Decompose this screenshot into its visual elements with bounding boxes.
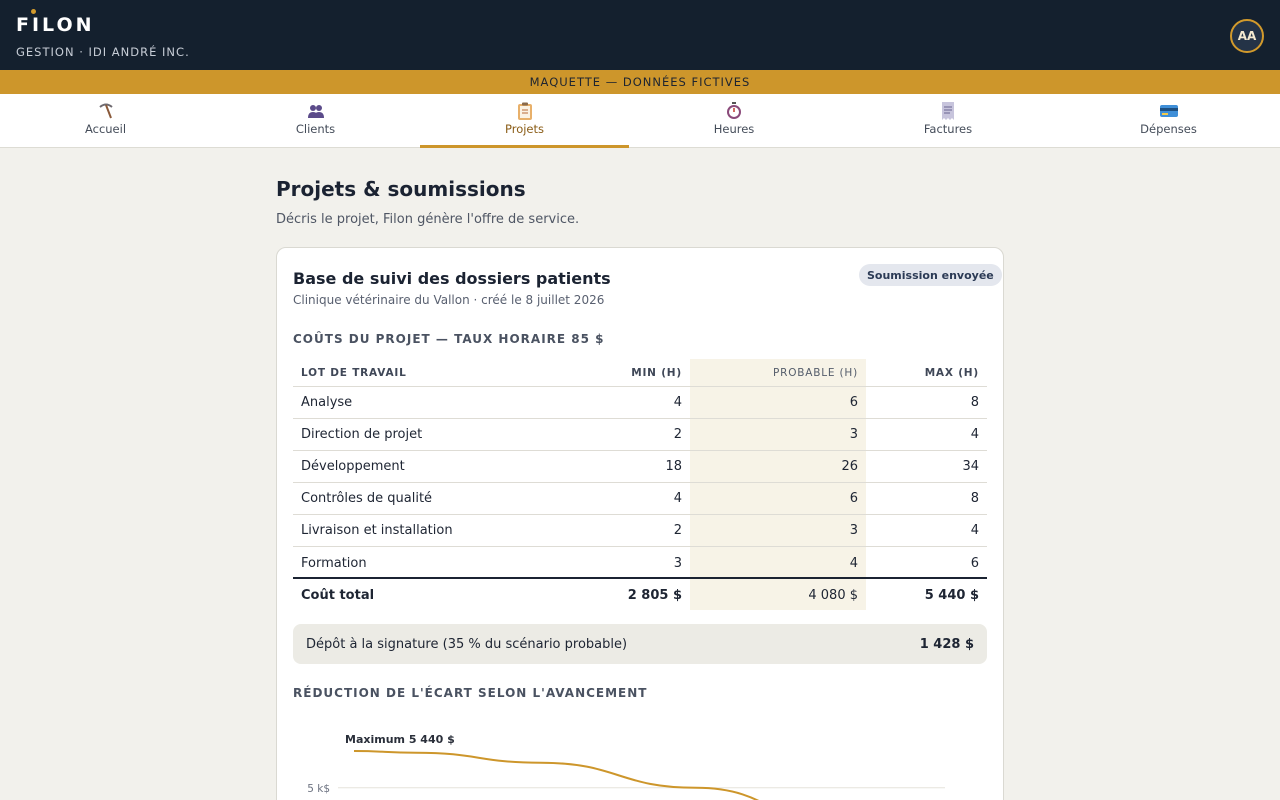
reduction-heading: RÉDUCTION DE L'ÉCART SELON L'AVANCEMENT — [293, 686, 648, 700]
row-lot: Livraison et installation — [301, 523, 453, 538]
row-lot: Formation — [301, 555, 367, 571]
demo-banner: MAQUETTE — DONNÉES FICTIVES — [0, 70, 1280, 94]
receipt-icon — [941, 102, 955, 120]
table-row — [293, 515, 987, 547]
tab-projets[interactable] — [420, 94, 629, 148]
reduction-chart — [293, 713, 987, 800]
brand-logo[interactable] — [16, 14, 95, 36]
row-max: 8 — [970, 491, 979, 506]
row-min: 2 — [673, 523, 682, 538]
row-min: 3 — [673, 555, 682, 571]
deposit-box — [293, 624, 987, 664]
status-badge: Soumission envoyée — [859, 264, 1002, 286]
reduction-chart-svg — [293, 713, 987, 800]
row-max: 8 — [970, 395, 979, 410]
row-lot: Analyse — [301, 395, 353, 410]
total-row — [293, 579, 987, 611]
total-max: 5 440 $ — [924, 587, 979, 603]
deposit-value: 1 428 $ — [919, 636, 974, 652]
company-name: GESTION · IDI ANDRÉ INC. — [16, 45, 190, 59]
row-probable: 3 — [849, 523, 858, 538]
row-max: 6 — [970, 555, 979, 571]
user-avatar[interactable]: AA — [1230, 19, 1264, 53]
project-card — [276, 247, 1004, 800]
total-probable: 4 080 $ — [808, 587, 858, 603]
tab-label: Accueil — [84, 122, 127, 136]
page-subtitle: Décris le projet, Filon génère l'offre de service. — [276, 212, 580, 227]
header-max: MAX (H) — [924, 366, 979, 379]
row-probable: 4 — [849, 555, 858, 571]
project-meta: Clinique vétérinaire du Vallon · créé le 8 juillet 2026 — [293, 293, 605, 307]
total-label: Coût total — [301, 587, 375, 603]
header-lot: LOT DE TRAVAIL — [301, 366, 407, 379]
logo-dot-icon — [31, 9, 36, 14]
people-icon — [307, 102, 325, 120]
main-nav — [0, 94, 1280, 148]
row-lot: Contrôles de qualité — [301, 491, 433, 506]
table-row — [293, 387, 987, 419]
row-lot: Développement — [301, 459, 405, 474]
row-min: 18 — [665, 459, 682, 474]
tab-label: Dépenses — [1140, 122, 1197, 136]
costs-heading: COÛTS DU PROJET — TAUX HORAIRE 85 $ — [293, 332, 605, 346]
pickaxe-icon — [97, 102, 115, 120]
table-row — [293, 483, 987, 515]
row-probable: 26 — [841, 459, 858, 474]
table-row — [293, 451, 987, 483]
tab-label: Projets — [504, 122, 544, 136]
series-line — [354, 751, 895, 800]
max-annotation: Maximum 5 440 $ — [345, 733, 455, 747]
project-title: Base de suivi des dossiers patients — [293, 269, 611, 288]
row-min: 2 — [673, 427, 682, 442]
brand-name: FILON — [16, 14, 95, 36]
tab-depenses[interactable] — [1057, 94, 1280, 148]
tab-factures[interactable] — [839, 94, 1057, 148]
row-probable: 3 — [849, 427, 858, 442]
row-max: 34 — [962, 459, 979, 474]
tab-label: Clients — [295, 122, 336, 136]
row-max: 4 — [970, 427, 979, 442]
page-title: Projets & soumissions — [276, 177, 526, 201]
total-min: 2 805 $ — [627, 587, 682, 603]
row-min: 4 — [673, 395, 682, 410]
clipboard-icon — [517, 102, 533, 120]
tab-accueil[interactable] — [0, 94, 211, 148]
table-row — [293, 419, 987, 451]
table-row — [293, 547, 987, 579]
y-tick-label: 5 k$ — [307, 782, 330, 795]
tab-label: Heures — [713, 122, 755, 136]
tab-label: Factures — [923, 122, 973, 136]
stopwatch-icon — [726, 102, 742, 120]
table-header-row — [293, 359, 987, 387]
tab-clients[interactable] — [211, 94, 420, 148]
credit-card-icon — [1160, 102, 1178, 120]
row-min: 4 — [673, 491, 682, 506]
deposit-label: Dépôt à la signature (35 % du scénario probable) — [306, 636, 628, 652]
tab-heures[interactable] — [629, 94, 839, 148]
top-bar — [0, 0, 1280, 70]
row-lot: Direction de projet — [301, 427, 423, 442]
header-probable: PROBABLE (H) — [773, 366, 858, 379]
row-probable: 6 — [849, 395, 858, 410]
row-max: 4 — [970, 523, 979, 538]
row-probable: 6 — [849, 491, 858, 506]
header-min: MIN (H) — [631, 366, 682, 379]
